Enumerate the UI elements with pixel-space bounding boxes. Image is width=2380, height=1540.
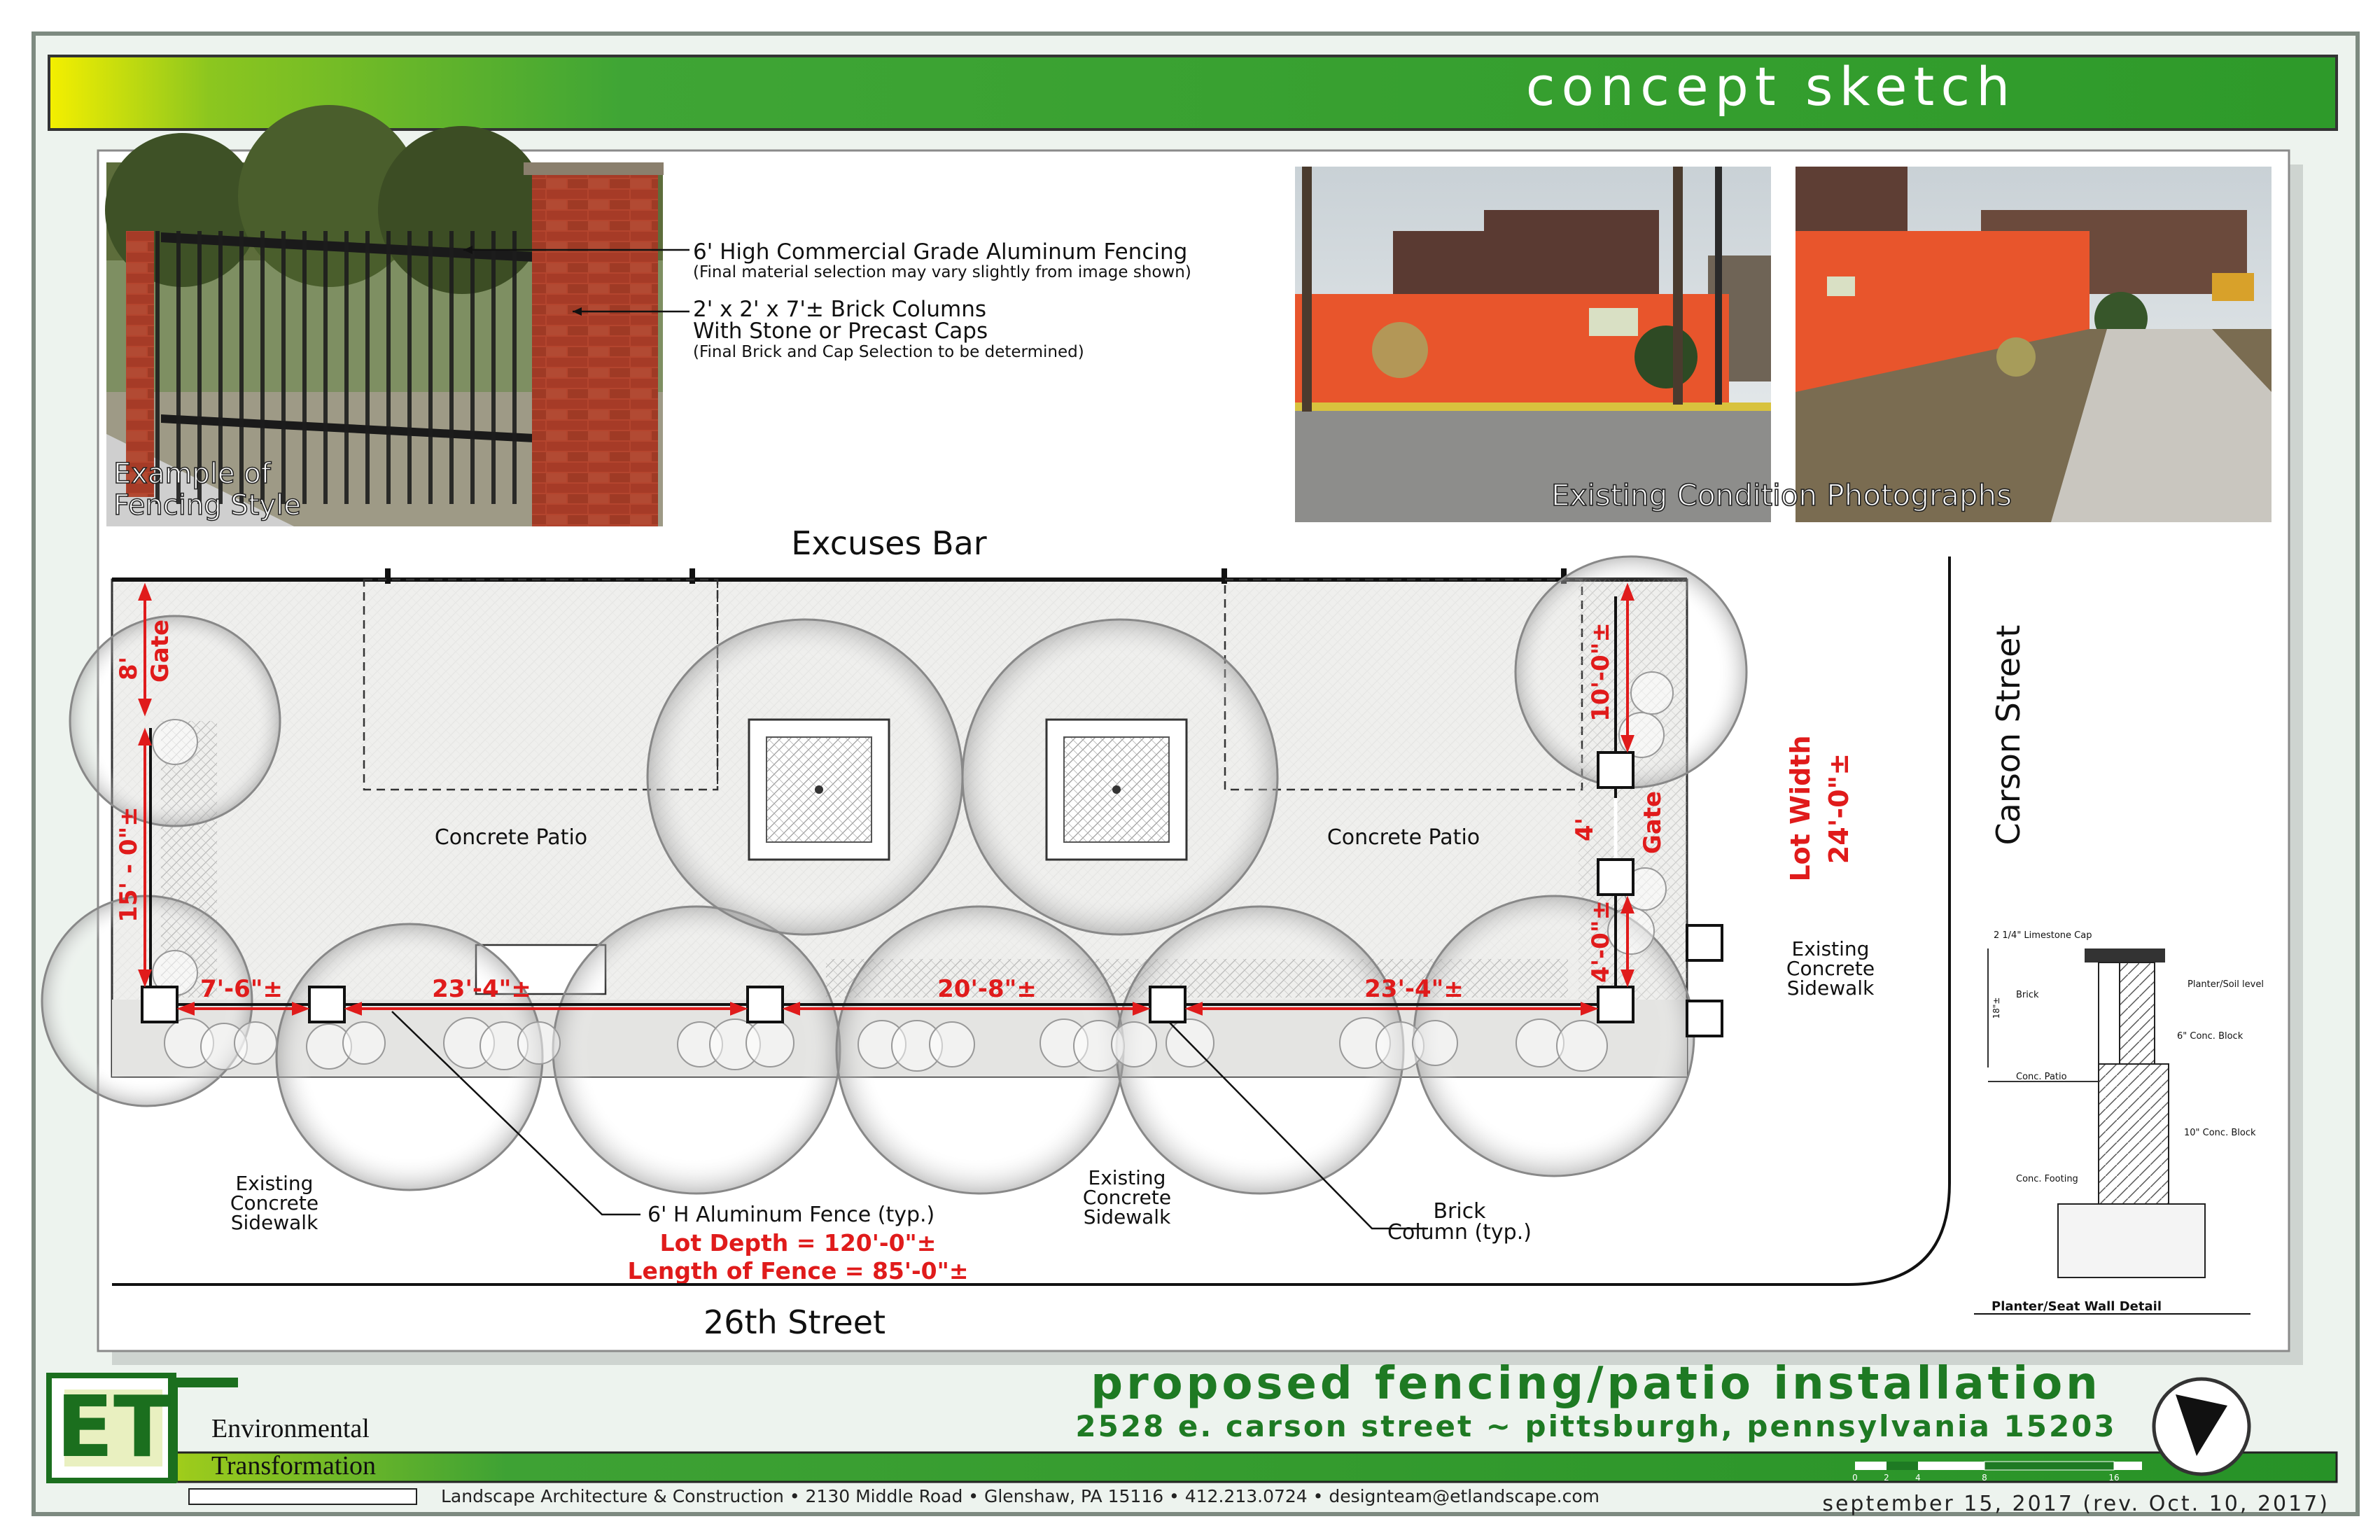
- sidewalk-right-3: Sidewalk: [1786, 976, 1875, 1000]
- lot-width-label: Lot Width: [1785, 735, 1816, 882]
- label-street-bottom: 26th Street: [703, 1303, 886, 1341]
- lot-width-value: 24'-0"±: [1823, 752, 1854, 864]
- project-address: 2528 e. carson street ~ pittsburgh, pennsylvania 15203: [1075, 1409, 2117, 1443]
- company-name-2: Transformation: [211, 1451, 377, 1480]
- detail-height: 18"±: [1991, 997, 2001, 1019]
- north-arrow-icon: [2154, 1379, 2249, 1474]
- lot-depth: Lot Depth = 120'-0"±: [659, 1229, 937, 1256]
- label-patio-right: Concrete Patio: [1326, 825, 1480, 850]
- sidewalk-left-2: Concrete: [230, 1191, 319, 1214]
- dim-right-top: 10'-0"±: [1587, 622, 1615, 722]
- project-title: proposed fencing/patio installation: [1091, 1358, 2101, 1410]
- detail-patio: Conc. Patio: [2016, 1072, 2067, 1082]
- detail-block10: 10" Conc. Block: [2184, 1128, 2256, 1138]
- scale-4: 4: [1915, 1473, 1921, 1483]
- fence-example-photo: [105, 105, 690, 526]
- dim-bottom-1: 7'-6"±: [200, 975, 284, 1003]
- dim-left-vertical: 15' - 0"±: [115, 806, 143, 923]
- sidewalk-right-1: Existing: [1791, 937, 1870, 960]
- column-label-2: Column (typ.): [1387, 1220, 1532, 1245]
- fence-length: Length of Fence = 85'-0"±: [627, 1257, 969, 1284]
- sidewalk-mid-2: Concrete: [1082, 1186, 1172, 1209]
- dim-gate-right-word: Gate: [1639, 790, 1667, 855]
- dim-gate-left-word: Gate: [146, 619, 174, 683]
- callout-caps: With Stone or Precast Caps: [693, 318, 988, 344]
- sidewalk-mid-3: Sidewalk: [1083, 1205, 1171, 1228]
- callout-fencing-note: (Final material selection may vary slightly from image shown): [693, 263, 1191, 281]
- dim-bottom-2: 23'-4"±: [432, 975, 531, 1003]
- callout-fencing: 6' High Commercial Grade Aluminum Fencing: [693, 239, 1188, 265]
- logo-letters: ET: [56, 1379, 171, 1476]
- photo-caption-line2: Fencing Style: [113, 489, 301, 522]
- dim-gate-left-size: 8': [115, 656, 143, 681]
- sidewalk-right-2: Concrete: [1786, 957, 1875, 980]
- existing-photo-1: [1295, 167, 1771, 522]
- detail-soil: Planter/Soil level: [2188, 979, 2264, 990]
- label-excuses-bar: Excuses Bar: [791, 524, 987, 562]
- company-name-1: Environmental: [211, 1414, 370, 1443]
- dim-bottom-3: 20'-8"±: [937, 975, 1037, 1003]
- scale-16: 16: [2108, 1473, 2120, 1483]
- existing-photos-caption: Existing Condition Photographs: [1550, 478, 2012, 512]
- photo-caption-line1: Example of: [113, 458, 271, 490]
- header-title: concept sketch: [1525, 55, 2017, 118]
- company-contact: Landscape Architecture & Construction • 2130 Middle Road • Glenshaw, PA 15116 • 412.213.0724 • designteam@etlandscape.com: [441, 1486, 1600, 1506]
- fence-label: 6' H Aluminum Fence (typ.): [648, 1203, 935, 1227]
- detail-brick: Brick: [2016, 990, 2039, 1000]
- label-patio-left: Concrete Patio: [434, 825, 588, 850]
- sidewalk-left-1: Existing: [235, 1172, 314, 1195]
- detail-title: Planter/Seat Wall Detail: [1991, 1299, 2162, 1314]
- callout-brick-note: (Final Brick and Cap Selection to be determined): [693, 343, 1084, 361]
- column-label-1: Brick: [1433, 1199, 1486, 1224]
- dim-bottom-4: 23'-4"±: [1364, 975, 1464, 1003]
- project-date: september 15, 2017 (rev. Oct. 10, 2017): [1822, 1492, 2330, 1516]
- detail-block6: 6" Conc. Block: [2177, 1031, 2244, 1042]
- existing-photo-2: [1795, 167, 2272, 522]
- scale-0: 0: [1852, 1473, 1858, 1483]
- scale-8: 8: [1982, 1473, 1987, 1483]
- callout-columns: 2' x 2' x 7'± Brick Columns: [693, 297, 987, 322]
- sidewalk-mid-1: Existing: [1088, 1166, 1166, 1189]
- label-street-right: Carson Street: [1989, 624, 2027, 846]
- sidewalk-left-3: Sidewalk: [230, 1211, 318, 1234]
- dim-right-bottom: 4'-0"±: [1587, 899, 1615, 983]
- scale-2: 2: [1884, 1473, 1889, 1483]
- dim-gate-right-size: 4': [1571, 817, 1599, 842]
- detail-footing: Conc. Footing: [2016, 1174, 2078, 1184]
- detail-cap: 2 1/4" Limestone Cap: [1994, 930, 2092, 941]
- header-banner: [49, 55, 2337, 130]
